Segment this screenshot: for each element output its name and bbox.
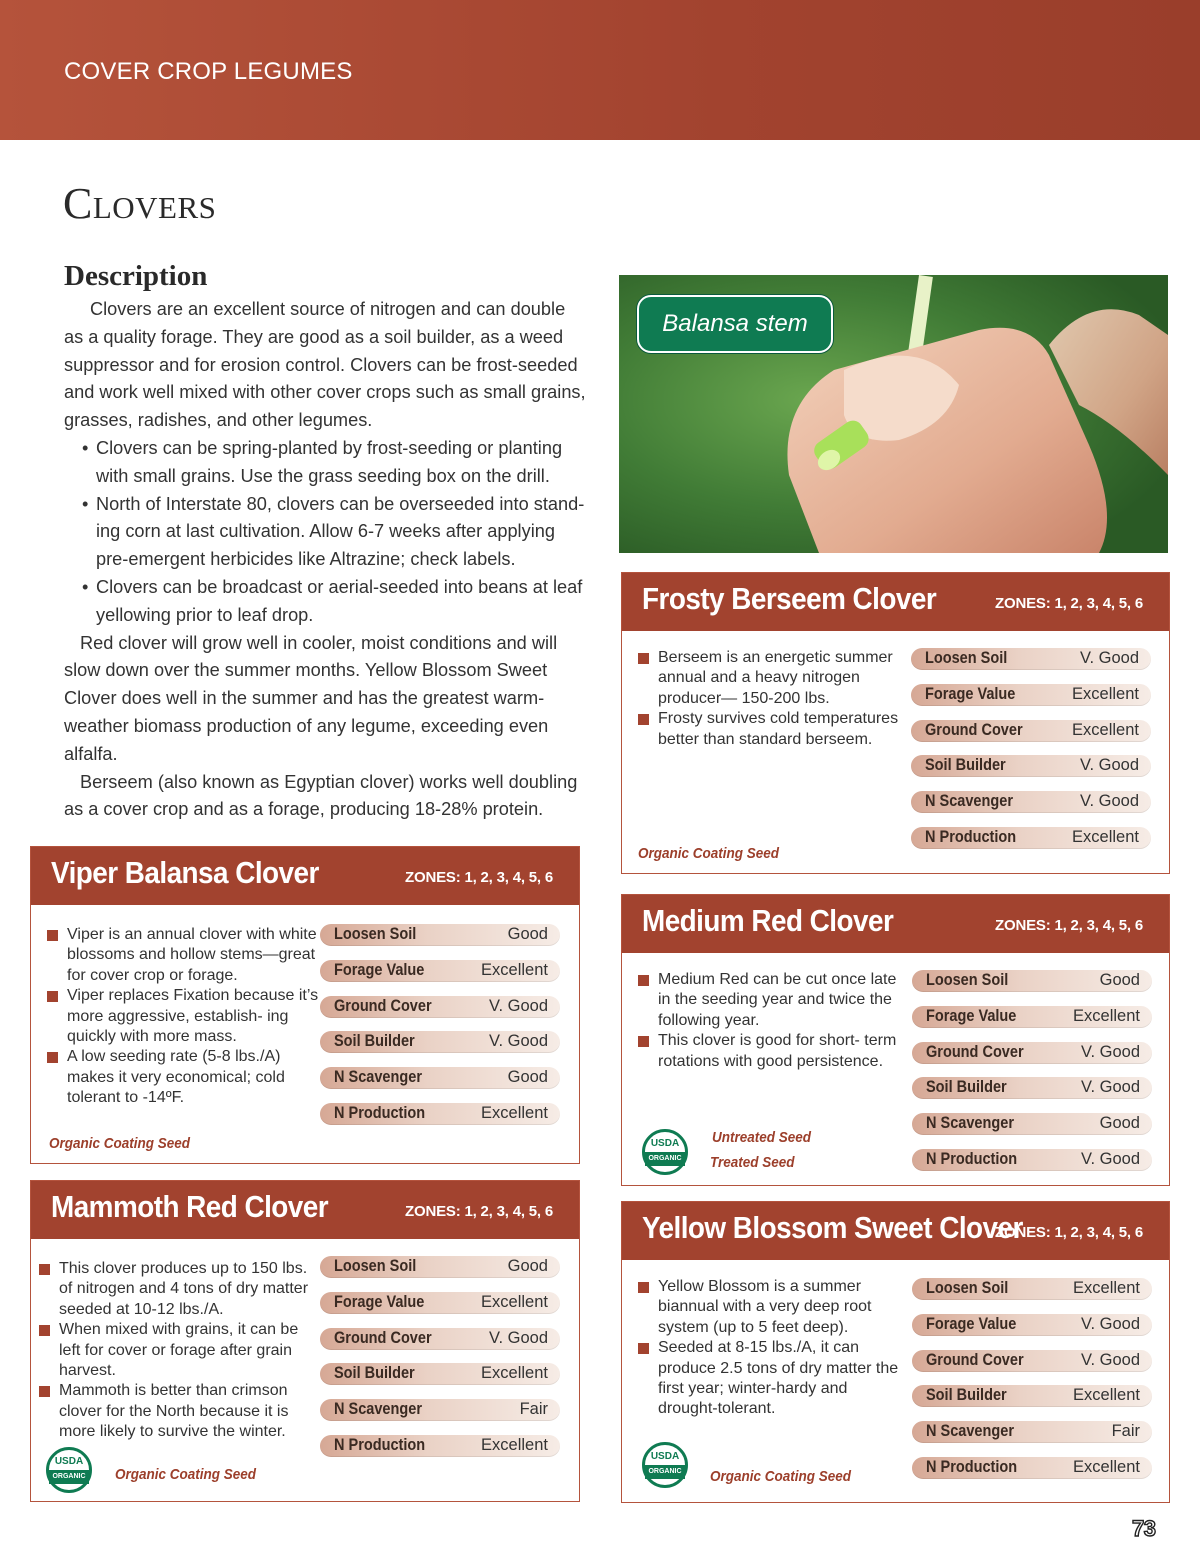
rating-value: Excellent [1073, 1386, 1140, 1405]
rating-label: N Scavenger [925, 792, 1013, 811]
card-zones: ZONES: 1, 2, 3, 4, 5, 6 [405, 1203, 553, 1220]
rating-value: Good [507, 1257, 548, 1275]
card-title: Mammoth Red Clover [51, 1189, 329, 1224]
card-header [622, 1202, 1169, 1260]
rating-n-production [320, 1103, 560, 1125]
rating-forage-value [320, 960, 560, 982]
card-bullets [47, 925, 327, 1109]
header-banner [0, 0, 1200, 140]
rating-value: V. Good [1080, 1314, 1140, 1333]
rating-soil-builder [912, 1385, 1152, 1407]
rating-n-scavenger [320, 1399, 560, 1421]
rating-value: V. Good [1080, 1042, 1140, 1061]
rating-value: Excellent [1073, 1457, 1140, 1476]
rating-value: Fair [519, 1400, 548, 1419]
photo-caption: Balansa stem [637, 295, 833, 353]
rating-forage-value [320, 1292, 560, 1314]
rating-label: N Scavenger [334, 1068, 422, 1087]
description-bullets [64, 435, 589, 630]
card-header [622, 573, 1169, 631]
rating-label: Ground Cover [334, 996, 432, 1015]
card-bullet: This clover produces up to 150 lbs. of nitrogen and 4 tons of dry matter seeded at 10-12 lbs./A. [39, 1259, 311, 1320]
rating-value: V. Good [1079, 756, 1139, 775]
rating-value: V. Good [1079, 792, 1139, 811]
ratings-list [912, 1278, 1152, 1493]
rating-label: Ground Cover [926, 1350, 1024, 1369]
card-medium-red-clover [621, 894, 1170, 1186]
rating-value: Excellent [481, 1435, 548, 1454]
seed-note-treated: Treated Seed [710, 1154, 795, 1171]
rating-soil-builder [320, 1363, 560, 1385]
seed-note-untreated: Untreated Seed [712, 1129, 812, 1146]
card-bullet: Viper is an annual clover with white blossoms and hollow stems—great for cover crop or forage. [47, 925, 327, 986]
rating-label: N Scavenger [926, 1114, 1014, 1133]
rating-soil-builder [912, 1077, 1152, 1099]
rating-label: Loosen Soil [334, 925, 417, 943]
rating-value: Excellent [1073, 1279, 1140, 1297]
card-bullet: Mammoth is better than crimson clover for the North because it is more likely to survive the winter. [39, 1381, 311, 1442]
rating-value: V. Good [1080, 1149, 1140, 1168]
rating-value: Excellent [481, 1292, 548, 1311]
rating-value: Good [1099, 971, 1140, 989]
banner-title: COVER CROP LEGUMES [64, 58, 353, 85]
card-bullet: A low seeding rate (5-8 lbs./A) makes it very economical; cold tolerant to -14ºF. [47, 1047, 327, 1108]
rating-n-production [911, 827, 1151, 849]
rating-n-scavenger [912, 1421, 1152, 1443]
card-header [622, 895, 1169, 953]
description-para-2: Red clover will grow well in cooler, moist conditions and will slow down over the summer months. Yellow Blossom Sweet Clover does well in the summer and has the greatest warm-weather biomass production of any legume, exceeding even alfalfa. [64, 632, 558, 764]
card-bullet: This clover is good for short- term rotations with good persistence. [638, 1031, 908, 1072]
card-bullet: Medium Red can be cut once late in the seeding year and twice the following year. [638, 970, 908, 1031]
rating-ground-cover [911, 720, 1151, 742]
seed-note: Organic Coating Seed [638, 845, 780, 862]
card-zones: ZONES: 1, 2, 3, 4, 5, 6 [995, 595, 1143, 612]
rating-value: Excellent [1073, 1006, 1140, 1025]
rating-label: Forage Value [925, 684, 1016, 703]
card-viper-balansa-clover [30, 846, 580, 1164]
rating-label: Loosen Soil [926, 971, 1009, 989]
rating-loosen-soil [911, 648, 1151, 670]
rating-label: N Production [334, 1435, 426, 1454]
rating-label: Forage Value [334, 960, 425, 979]
rating-label: Forage Value [926, 1314, 1017, 1333]
card-zones: ZONES: 1, 2, 3, 4, 5, 6 [405, 869, 553, 886]
rating-label: Soil Builder [925, 756, 1006, 775]
description-bullet: • Clovers can be broadcast or aerial-seeded into beans at leaf yellowing prior to leaf drop. [64, 574, 589, 630]
usda-organic-seal-icon: USDA ORGANIC [46, 1447, 92, 1493]
description-heading: Description [64, 260, 208, 292]
rating-label: Loosen Soil [925, 649, 1008, 667]
rating-loosen-soil [912, 1278, 1152, 1300]
card-frosty-berseem-clover [621, 572, 1170, 874]
rating-loosen-soil [320, 924, 560, 946]
card-bullet: Yellow Blossom is a summer biannual with a very deep root system (up to 5 feet deep). [638, 1277, 908, 1338]
rating-label: Soil Builder [334, 1364, 415, 1383]
card-bullet: When mixed with grains, it can be left for cover or forage after grain harvest. [39, 1320, 311, 1381]
rating-value: V. Good [1079, 649, 1139, 667]
card-bullet: Berseem is an energetic summer annual and a heavy nitrogen producer— 150-200 lbs. [638, 648, 908, 709]
seed-note: Organic Coating Seed [710, 1468, 852, 1485]
ratings-list [912, 970, 1152, 1185]
ratings-list [320, 1256, 560, 1471]
rating-value: V. Good [1080, 1350, 1140, 1369]
rating-ground-cover [912, 1350, 1152, 1372]
card-header [31, 1181, 579, 1239]
ratings-list [320, 924, 560, 1139]
rating-n-scavenger [911, 791, 1151, 813]
description-intro: Clovers are an excellent source of nitrogen and can double as a quality forage. They are good as a soil builder, as a weed suppressor and for erosion control. Clovers can be frost-seeded and work well mixed with other cover crops such as small grains, grasses, radishes, and other legumes. [64, 299, 586, 431]
description-bullet: • Clovers can be spring-planted by frost-seeding or planting with small grains. Use the grass seeding box on the drill. [64, 435, 589, 491]
balansa-stem-photo [619, 275, 1168, 553]
seed-note: Organic Coating Seed [115, 1466, 257, 1483]
usda-organic-seal-icon: USDA ORGANIC [642, 1129, 688, 1175]
rating-n-scavenger [320, 1067, 560, 1089]
card-mammoth-red-clover [30, 1180, 580, 1502]
rating-label: Ground Cover [334, 1328, 432, 1347]
rating-forage-value [911, 684, 1151, 706]
card-zones: ZONES: 1, 2, 3, 4, 5, 6 [995, 1224, 1143, 1241]
rating-label: N Production [926, 1457, 1018, 1476]
rating-n-production [912, 1149, 1152, 1171]
card-bullet: Seeded at 8-15 lbs./A, it can produce 2.5 tons of dry matter the first year; winter-hardy and drought-tolerant. [638, 1338, 908, 1420]
rating-ground-cover [320, 996, 560, 1018]
rating-soil-builder [320, 1031, 560, 1053]
rating-value: Excellent [481, 1364, 548, 1383]
card-bullets [638, 1277, 908, 1420]
card-header [31, 847, 579, 905]
page-number: 73 [1132, 1516, 1156, 1541]
rating-loosen-soil [320, 1256, 560, 1278]
rating-value: V. Good [488, 996, 548, 1015]
usda-organic-seal-icon: USDA ORGANIC [642, 1442, 688, 1488]
rating-forage-value [912, 1006, 1152, 1028]
seed-note: Organic Coating Seed [49, 1135, 191, 1152]
rating-label: N Scavenger [926, 1422, 1014, 1441]
card-bullets [638, 648, 908, 750]
rating-value: Good [507, 1068, 548, 1087]
rating-label: Forage Value [926, 1006, 1017, 1025]
rating-value: Excellent [481, 1103, 548, 1122]
rating-value: V. Good [1080, 1078, 1140, 1097]
card-bullets [638, 970, 908, 1072]
rating-label: Soil Builder [926, 1386, 1007, 1405]
rating-loosen-soil [912, 970, 1152, 992]
card-zones: ZONES: 1, 2, 3, 4, 5, 6 [995, 917, 1143, 934]
rating-label: N Production [925, 827, 1017, 846]
rating-label: N Scavenger [334, 1400, 422, 1419]
rating-soil-builder [911, 755, 1151, 777]
rating-label: Ground Cover [926, 1042, 1024, 1061]
card-title: Yellow Blossom Sweet Clover [642, 1210, 1023, 1245]
rating-ground-cover [320, 1328, 560, 1350]
card-yellow-blossom-sweet-clover [621, 1201, 1170, 1503]
rating-value: Excellent [1072, 684, 1139, 703]
rating-forage-value [912, 1314, 1152, 1336]
rating-value: Excellent [481, 960, 548, 979]
rating-ground-cover [912, 1042, 1152, 1064]
rating-value: Excellent [1072, 720, 1139, 739]
page-title: Clovers [63, 179, 217, 228]
description-body [64, 296, 589, 824]
rating-value: Excellent [1072, 827, 1139, 846]
rating-label: N Production [334, 1103, 426, 1122]
card-title: Frosty Berseem Clover [642, 581, 937, 616]
rating-label: Ground Cover [925, 720, 1023, 739]
card-bullet: Frosty survives cold temperatures better than standard berseem. [638, 709, 908, 750]
card-bullet: Viper replaces Fixation because it’s more aggressive, establish- ing quickly with more mass. [47, 986, 327, 1047]
rating-n-production [320, 1435, 560, 1457]
description-bullet: • North of Interstate 80, clovers can be overseeded into stand- ing corn at last cultivation. Allow 6-7 weeks after applying pre-emergent herbicides like Altrazine; check labels. [64, 491, 589, 574]
rating-value: Good [1099, 1114, 1140, 1133]
rating-value: V. Good [488, 1032, 548, 1051]
rating-label: Soil Builder [926, 1078, 1007, 1097]
card-title: Viper Balansa Clover [51, 855, 319, 890]
rating-label: Loosen Soil [334, 1257, 417, 1275]
rating-label: Forage Value [334, 1292, 425, 1311]
rating-label: Loosen Soil [926, 1279, 1009, 1297]
rating-value: V. Good [488, 1328, 548, 1347]
rating-label: Soil Builder [334, 1032, 415, 1051]
rating-value: Good [507, 925, 548, 943]
ratings-list [911, 648, 1151, 863]
description-para-3: Berseem (also known as Egyptian clover) works well doubling as a cover crop and as a forage, producing 18-28% protein. [64, 771, 578, 820]
rating-value: Fair [1111, 1422, 1140, 1441]
card-bullets [39, 1259, 311, 1443]
rating-label: N Production [926, 1149, 1018, 1168]
rating-n-production [912, 1457, 1152, 1479]
rating-n-scavenger [912, 1113, 1152, 1135]
card-title: Medium Red Clover [642, 903, 894, 938]
